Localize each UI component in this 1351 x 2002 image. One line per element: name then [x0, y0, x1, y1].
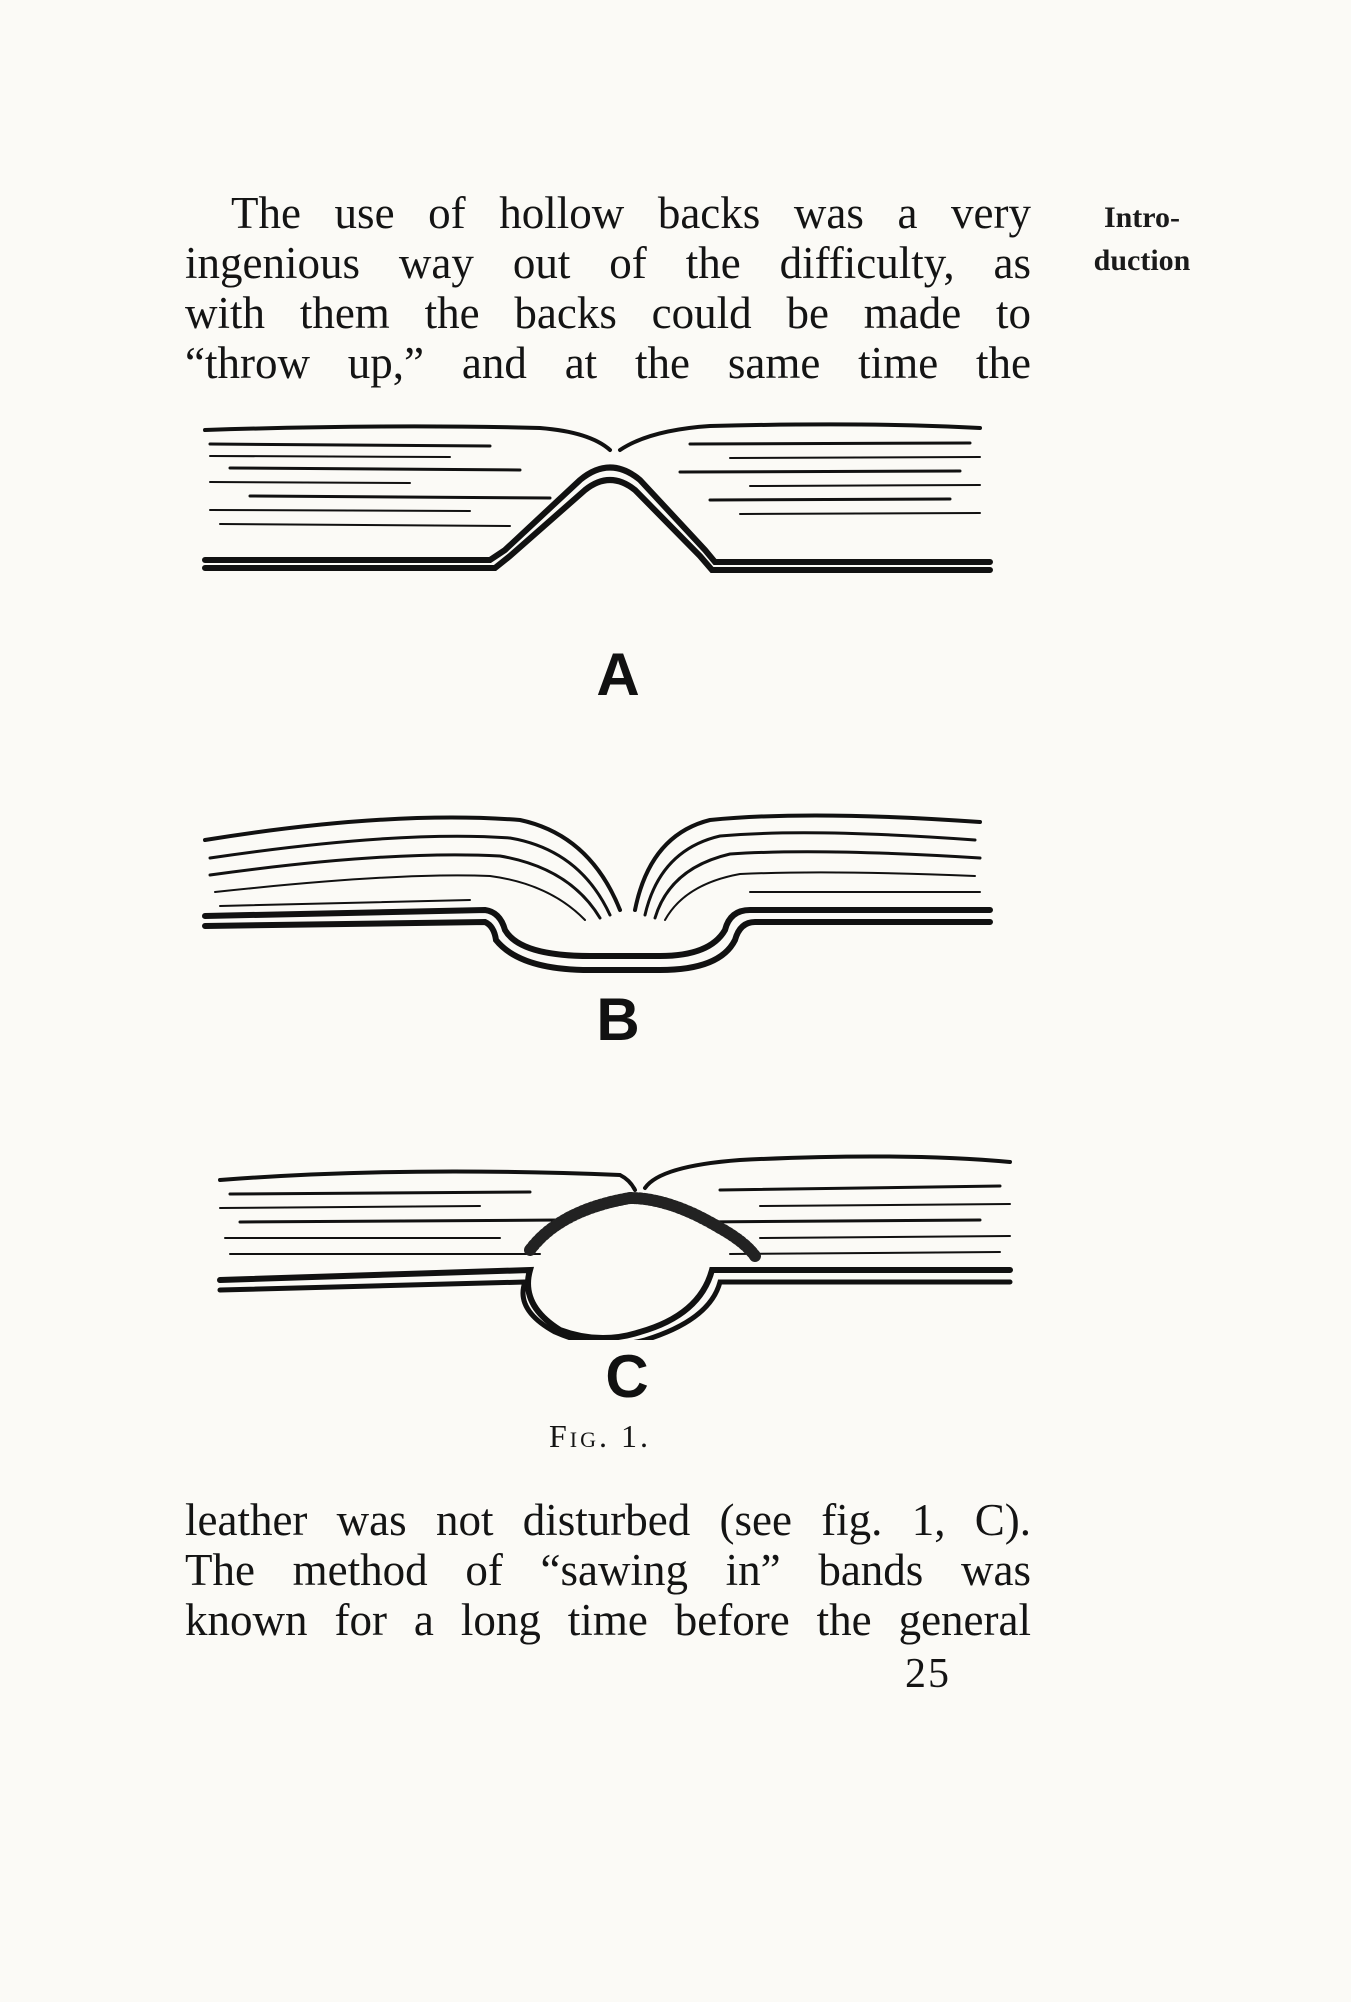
figure-a-illustration: [190, 410, 1030, 590]
figure-b-illustration: [190, 780, 1030, 980]
figure-a-label: A: [596, 641, 640, 708]
sidenote-line: Intro-: [1103, 201, 1181, 234]
text-line: “throw up,” and at the same time the: [185, 338, 1031, 388]
text-line: with them the backs could be made to: [185, 288, 1031, 338]
top-paragraph: [185, 188, 1031, 388]
text-line: known for a long time before the general: [185, 1595, 1031, 1645]
bottom-paragraph: [185, 1495, 1031, 1645]
figure-caption: Fig. 1.: [548, 1418, 651, 1454]
text-line: The use of hollow backs was a very: [231, 188, 1031, 238]
figure-c-illustration: [200, 1120, 1040, 1340]
text-line: ingenious way out of the difficulty, as: [185, 238, 1031, 288]
margin-sidenote: [1072, 196, 1212, 282]
figure-c-label: C: [605, 1343, 649, 1410]
text-line: leather was not disturbed (see fig. 1, C).: [185, 1495, 1031, 1545]
figure-b-label: B: [596, 986, 640, 1053]
text-line: The method of “sawing in” bands was: [185, 1545, 1031, 1595]
sidenote-line: duction: [1093, 244, 1191, 277]
page-number: 25: [905, 1651, 951, 1697]
